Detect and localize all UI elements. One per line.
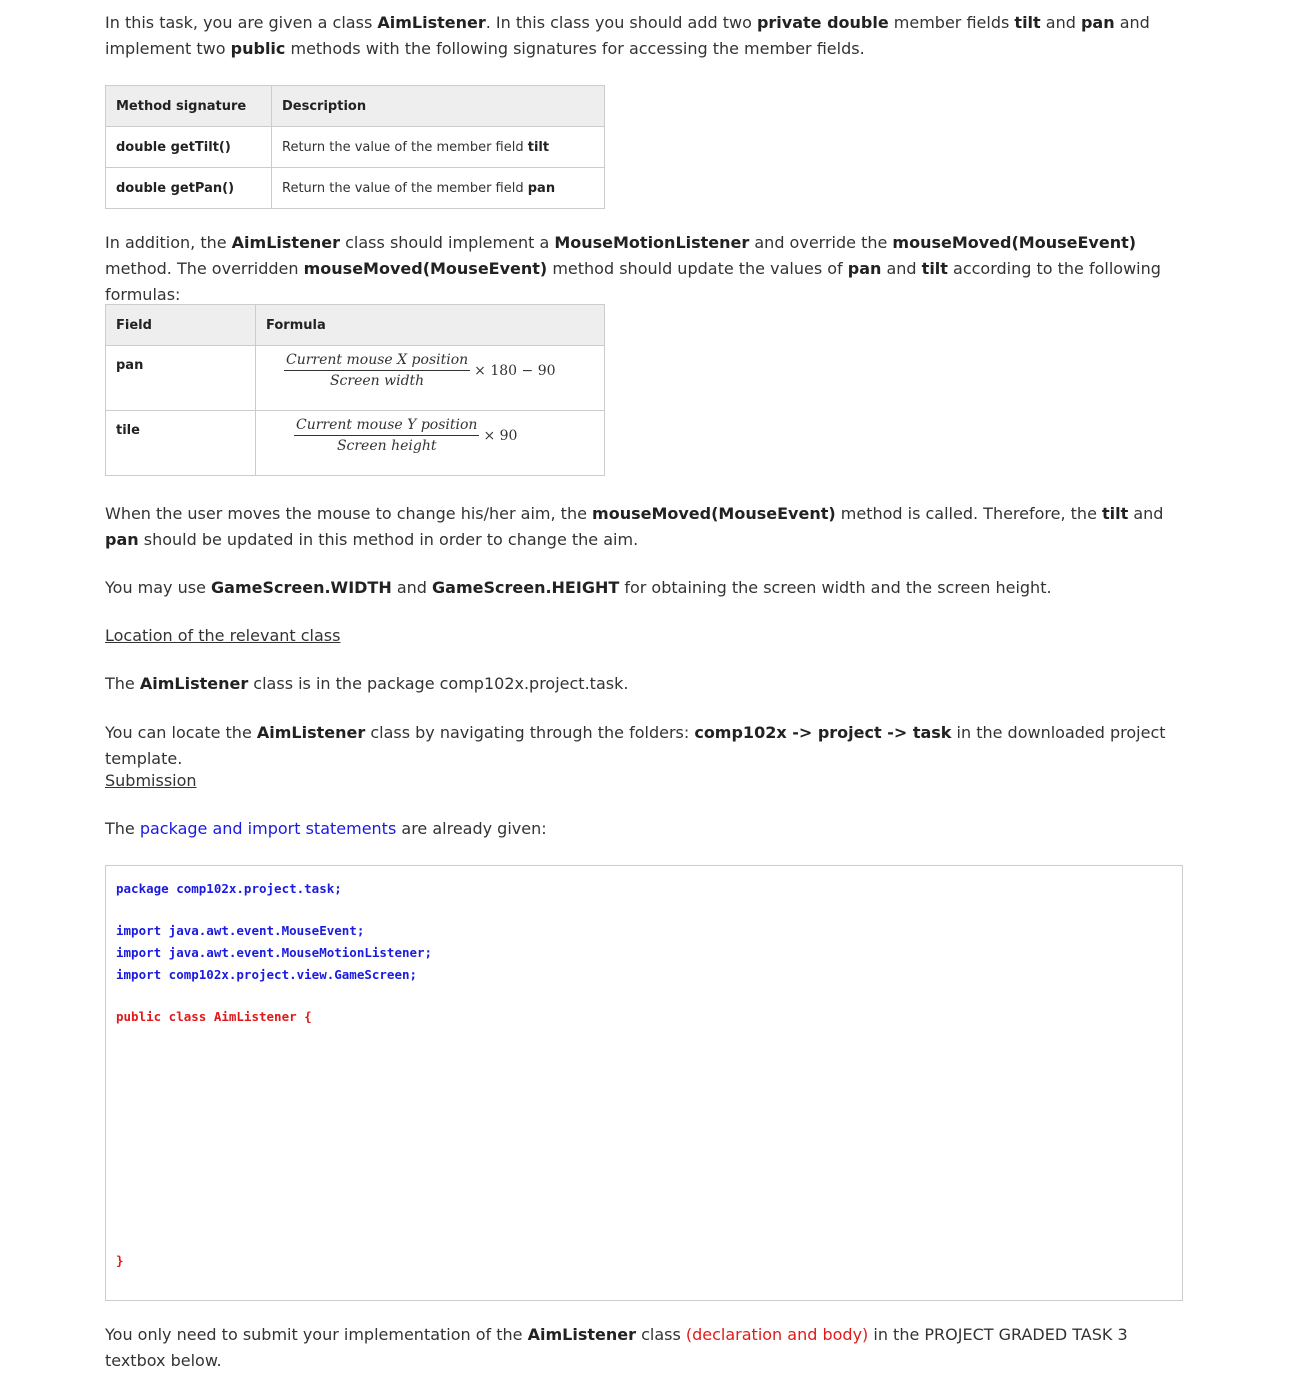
header-description: Description (272, 86, 605, 127)
field-name: pan (106, 346, 256, 411)
intro-paragraph: In this task, you are given a class AimListener. In this class you should add two private double member fields tilt and pan and implement two public methods with the following signatures for accessing the member fields. (105, 13, 1150, 58)
formula-table (105, 304, 605, 476)
addition-paragraph: In addition, the AimListener class should implement a MouseMotionListener and override the mouseMoved(MouseEvent) method. The overridden mouseMoved(MouseEvent) method should update the values of pan and tilt according to the following formulas: (105, 233, 1161, 304)
submission-heading: Submission (105, 771, 197, 790)
method-description: Return the value of the member field tilt (272, 127, 605, 168)
when-paragraph: When the user moves the mouse to change his/her aim, the mouseMoved(MouseEvent) method is called. Therefore, the tilt and pan should be updated in this method in order to change the aim. (105, 504, 1164, 549)
package-paragraph: The AimListener class is in the package comp102x.project.task. (105, 674, 629, 693)
field-name: tile (106, 411, 256, 476)
location-heading: Location of the relevant class (105, 626, 341, 645)
table-row (106, 168, 605, 209)
locate-paragraph: You can locate the AimListener class by navigating through the folders: comp102x -> project -> task in the downloaded project template. (105, 723, 1166, 768)
final-paragraph: You only need to submit your implementation of the AimListener class (declaration and body) in the PROJECT GRADED TASK 3 textbox below. (105, 1325, 1128, 1370)
fraction: $\frac{\text{Current mouse Y position}}{\text{Screen height}}$ (296, 417, 478, 454)
class-declaration: public class AimListener { (116, 1009, 312, 1024)
fraction: $\frac{\text{Current mouse X position}}{\text{Screen width}}$ (286, 352, 469, 389)
import-statement: import comp102x.project.view.GameScreen; (116, 967, 418, 982)
formula-cell: $\frac{\text{Current mouse Y position}}{\text{Screen height}}$ × 90 (256, 411, 605, 476)
method-signature: double getTilt() (106, 127, 272, 168)
header-field: Field (106, 305, 256, 346)
code-block (105, 865, 1183, 1301)
package-statement: package comp102x.project.task; (116, 881, 342, 896)
use-paragraph: You may use GameScreen.WIDTH and GameScreen.HEIGHT for obtaining the screen width and the screen height. (105, 578, 1052, 597)
class-closing-brace: } (116, 1253, 124, 1268)
table-row (106, 127, 605, 168)
header-formula: Formula (256, 305, 605, 346)
table-row (106, 411, 605, 476)
statements-link[interactable]: package and import statements (139, 819, 397, 838)
table-row (106, 346, 605, 411)
method-signature: double getPan() (106, 168, 272, 209)
method-description: Return the value of the member field pan (272, 168, 605, 209)
header-method-signature: Method signature (106, 86, 272, 127)
methods-table (105, 85, 605, 209)
given-paragraph: The package and import statements are already given: (105, 819, 547, 838)
import-statement: import java.awt.event.MouseMotionListener; (116, 945, 433, 960)
formula-cell: $\frac{\text{Current mouse X position}}{\text{Screen width}}$ × 180 − 90 (256, 346, 605, 411)
import-statement: import java.awt.event.MouseEvent; (116, 923, 365, 938)
